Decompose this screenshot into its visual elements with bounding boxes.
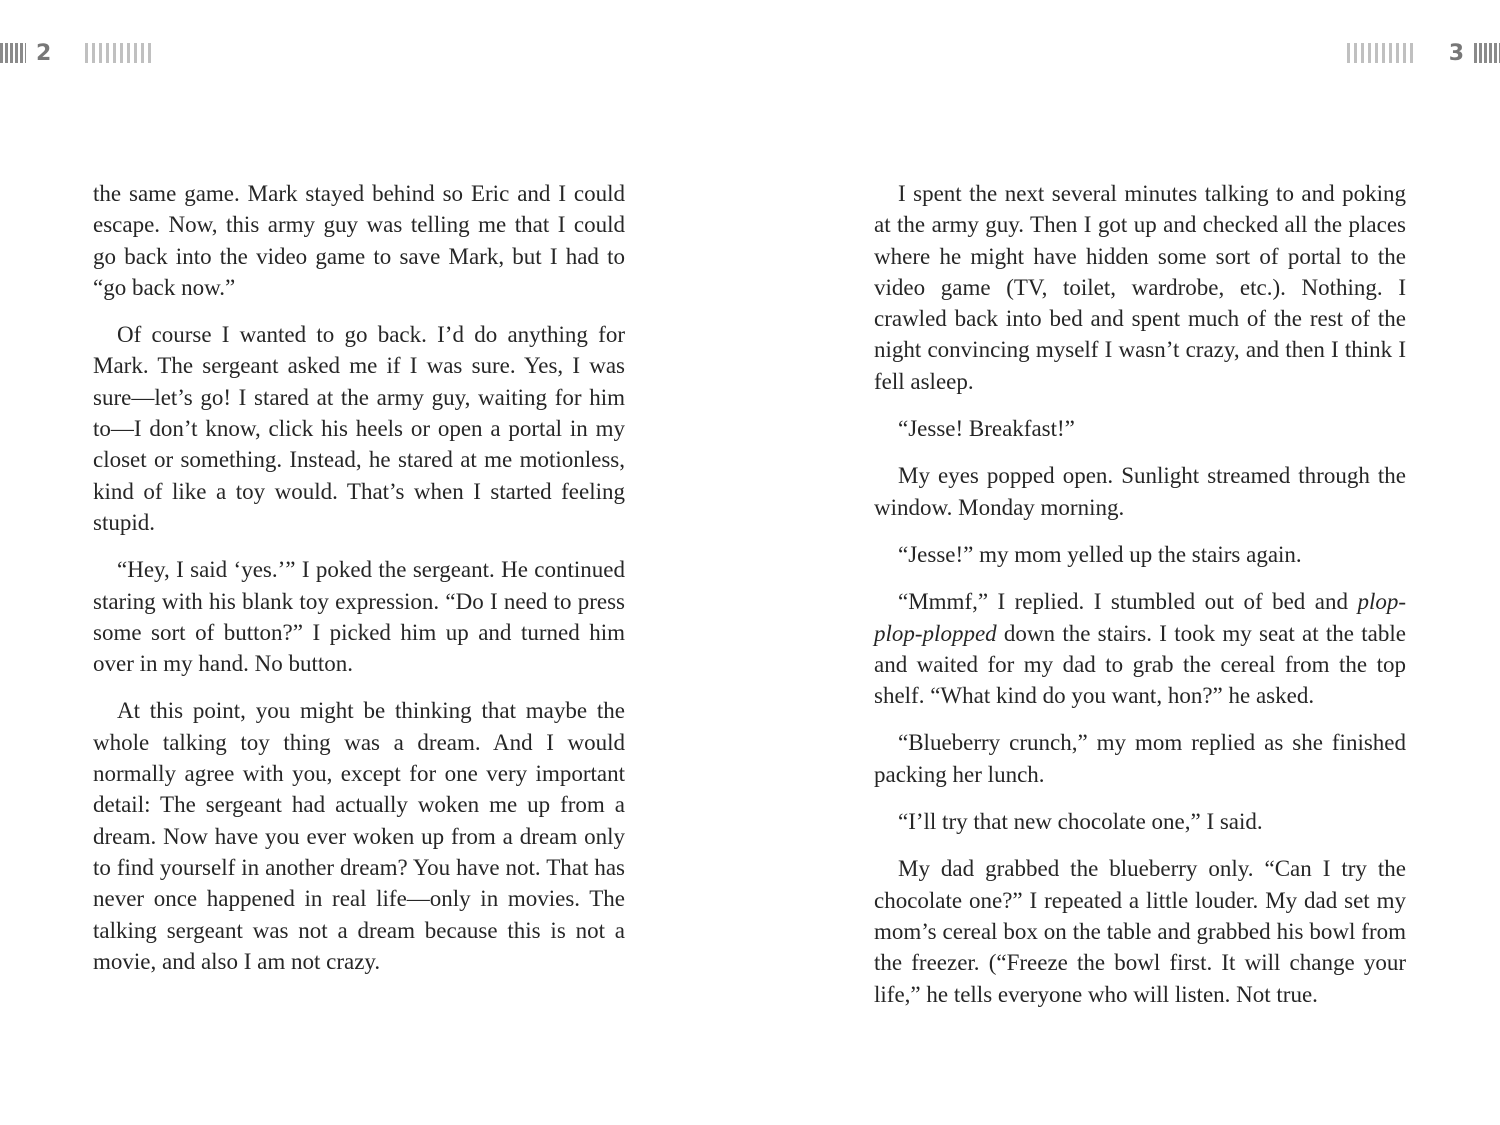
paragraph: Of course I wanted to go back. I’d do anything for Mark. The sergeant asked me if I was sure. Yes, I was sure—let’s go! I stared at the army guy, waiting for him to—I don’t know, click his heels or open a portal in my closet or something. Instead, he stared at me motionless, kind of like a toy would. That’s when I started feeling stupid. xyxy=(93,322,625,535)
left-page-body xyxy=(93,178,625,993)
header-bar-icon xyxy=(1474,43,1500,63)
paragraph: the same game. Mark stayed behind so Eric and I could escape. Now, this army guy was telling me that I could go back into the video game to save Mark, but I had to “go back now.” xyxy=(93,181,625,300)
right-running-header xyxy=(1347,38,1500,68)
paragraph: My dad grabbed the blueberry only. “Can I try the chocolate one?” I repeated a little louder. My dad set my mom’s cereal box on the table and grabbed his bowl from the freezer. (“Freeze the bowl first. It will change your life,” he tells everyone who will listen. Not true. xyxy=(874,856,1406,1007)
right-page-body xyxy=(874,178,1406,1026)
left-page-number: 2 xyxy=(36,40,52,66)
paragraph: My eyes popped open. Sunlight streamed through the window. Monday morning. xyxy=(874,463,1406,520)
paragraph: At this point, you might be thinking that maybe the whole talking toy thing was a dream. And I would normally agree with you, except for one very important detail: The sergeant had actually woken me up from a dream. Now have you ever woken up from a dream only to find yourself in another dream? You have not. That has never once happened in real life—only in movies. The talking sergeant was not a dream because this is not a movie, and also I am not crazy. xyxy=(93,698,625,974)
paragraph-text: down the stairs. I took my seat at the table and waited for my dad to grab the cereal from the top shelf. “What kind do you want, hon?” he asked. xyxy=(874,620,1406,709)
paragraph: “Hey, I said ‘yes.’” I poked the sergeant. He continued staring with his blank toy expression. “Do I need to press some sort of button?” I picked him up and turned him over in my hand. No button. xyxy=(93,557,625,677)
header-bar-icon xyxy=(0,43,26,63)
paragraph: “Blueberry crunch,” my mom replied as she finished packing her lunch. xyxy=(874,730,1406,787)
right-page-number: 3 xyxy=(1448,40,1464,66)
paragraph xyxy=(874,586,1406,711)
italic-sound-effect: plop-plop-plopped xyxy=(874,589,1406,646)
paragraph: “I’ll try that new chocolate one,” I said. xyxy=(898,809,1263,835)
left-running-header xyxy=(0,38,155,68)
right-page xyxy=(750,0,1500,1125)
series-wordmark-logo xyxy=(85,43,155,63)
title-wordmark-logo xyxy=(1347,43,1417,63)
paragraph-text: “Mmmf,” I replied. I stumbled out of bed and xyxy=(898,589,1358,615)
paragraph: “Jesse! Breakfast!” xyxy=(898,416,1075,442)
paragraph: I spent the next several minutes talking to and poking at the army guy. Then I got up and checked all the places where he might have hidden some sort of portal to the video game (TV, toilet, wardrobe, etc.). Nothing. I crawled back into bed and spent much of the rest of the night convincing myself I wasn’t crazy, and then I think I fell asleep. xyxy=(874,181,1406,394)
paragraph: “Jesse!” my mom yelled up the stairs again. xyxy=(898,541,1302,567)
